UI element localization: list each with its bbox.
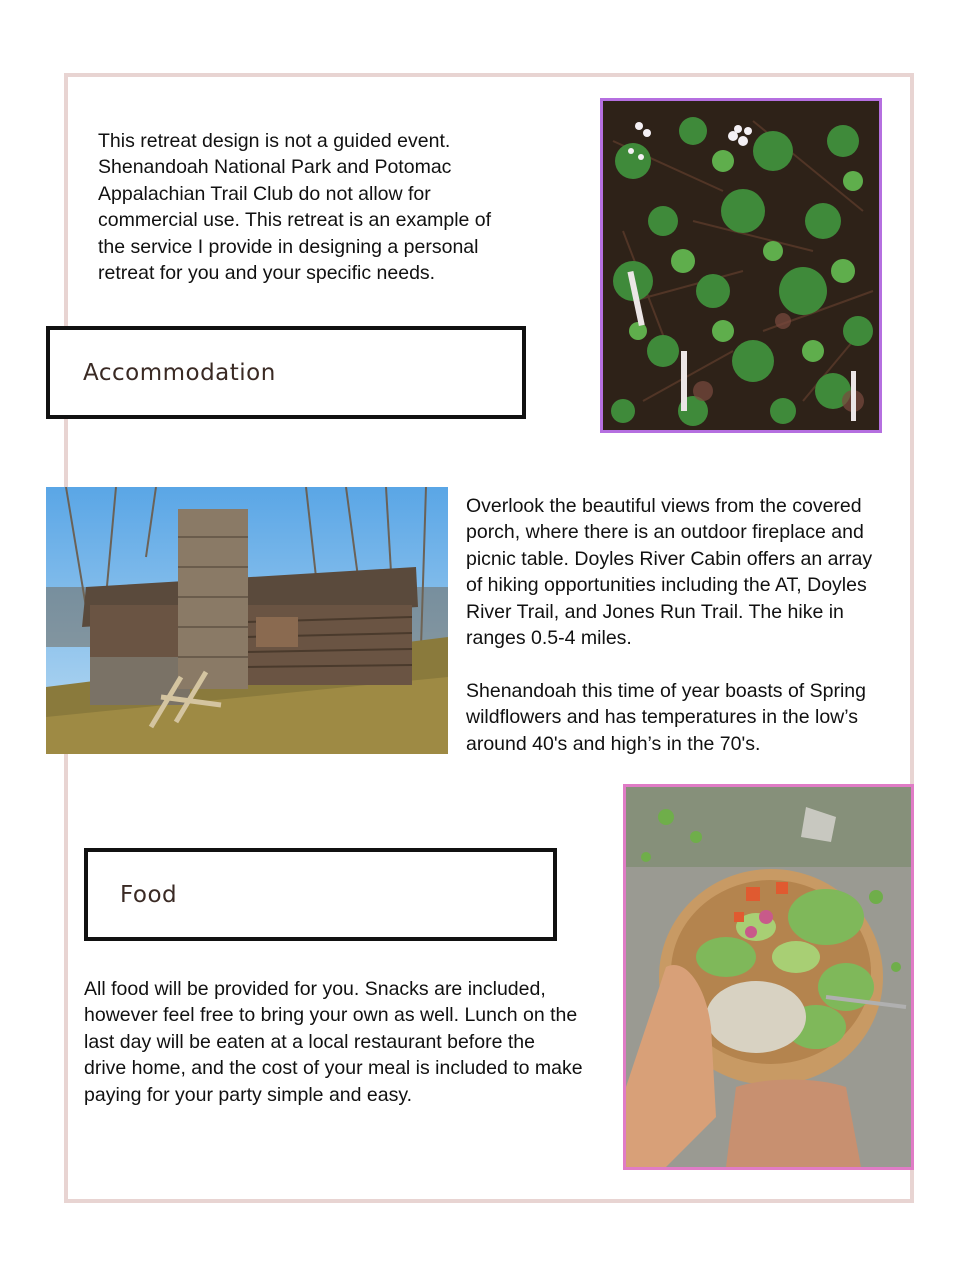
accommodation-heading-box — [46, 326, 526, 419]
season-description: Shenandoah this time of year boasts of Spring wildflowers and has temperatures in the low’s around 40's and high’s in the 70's. — [466, 679, 866, 755]
wildflower-plants-photo — [600, 98, 882, 433]
food-heading-box — [84, 848, 557, 941]
wildflower-plants-image — [603, 101, 879, 430]
cabin-image — [46, 487, 448, 754]
food-paragraph: All food will be provided for you. Snacks are included, however feel free to bring your own as well. Lunch on the last day will be eaten at a local restaurant before the drive home, and the cost of your meal is included to make paying for your party simple and easy. — [84, 978, 583, 1106]
intro-paragraph: This retreat design is not a guided event. Shenandoah National Park and Potomac Appalachian Trail Club do not allow for commercial use. This retreat is an example of the service I provide in designing a personal retreat for you and your specific needs. — [98, 130, 492, 285]
salad-bowl-image — [626, 787, 911, 1167]
food-heading: Food — [120, 881, 178, 908]
cabin-description: Overlook the beautiful views from the covered porch, where there is an outdoor fireplace and picnic table. Doyles River Cabin offers an array of hiking opportunities including the AT, Doyles River Trail, and Jones Run Trail. The hike in ranges 0.5-4 miles. — [466, 495, 873, 650]
cabin-paragraph — [466, 493, 916, 757]
cabin-photo — [46, 487, 448, 754]
accommodation-heading: Accommodation — [83, 359, 276, 386]
salad-bowl-photo — [623, 784, 914, 1170]
